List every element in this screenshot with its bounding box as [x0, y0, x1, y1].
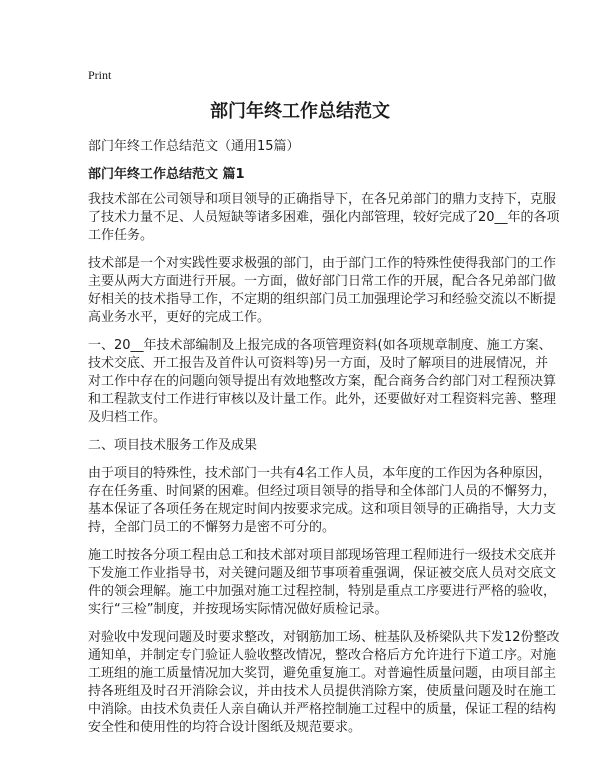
paragraph — [88, 337, 557, 427]
paragraph-line: 工作任务。 — [88, 228, 154, 243]
paragraph-line: 施工时按各分项工程由总工和技术部对项目部现场管理工程师进行一级技术交底并 — [88, 548, 557, 563]
paragraph-line: 通知单，并制定专门验证人验收整改情况，整改合格后方允许进行下道工序。对施 — [88, 648, 557, 663]
paragraph — [88, 465, 557, 537]
paragraph-line: 对工作中存在的问题向领导提出有效地整改方案，配合商务合约部门对工程预决算 — [88, 374, 557, 389]
document-page — [88, 68, 560, 747]
paragraph-line: 好相关的技术指导工作，不定期的组织部门员工加强理论学习和经验交流以不断提 — [88, 292, 557, 307]
paragraph-line: 实行“三检”制度，并按现场实际情况做好质检记录。 — [88, 602, 388, 617]
paragraph-line: 工班组的施工质量情况加大奖罚，避免重复施工。对普遍性质量问题，由项目部主 — [88, 666, 557, 681]
document-body — [88, 191, 560, 737]
paragraph-line: 高业务水平，更好的完成工作。 — [88, 310, 271, 325]
paragraph-line: 基本保证了各项任务在规定时间内按要求完成。这和项目领导的正确指导，大力支 — [88, 502, 557, 517]
paragraph-line: 对验收中发现问题及时要求整改，对钢筋加工场、桩基队及桥梁队共下发12份整改 — [88, 630, 560, 645]
paragraph-line: 二、项目技术服务工作及成果 — [88, 438, 258, 453]
paragraph-line: 下发施工作业指导书，对关键问题及细节事项着重强调，保证被交底人员对交底文 — [88, 566, 557, 581]
document-subtitle: 部门年终工作总结范文（通用15篇） — [88, 139, 300, 154]
paragraph-line: 和工程款支付工作进行审核以及计量工作。此外，还要做好对工程资料完善、整理 — [88, 392, 557, 407]
paragraph — [88, 255, 557, 327]
paragraph-line: 及归档工作。 — [88, 410, 167, 425]
paragraph-line: 我技术部在公司领导和项目领导的正确指导下，在各兄弟部门的鼎力支持下，克服 — [88, 192, 557, 207]
paragraph-line: 技术部是一个对实践性要求极强的部门，由于部门工作的特殊性使得我部门的工作 — [88, 256, 557, 271]
paragraph-line: 技术交底、开工报告及首件认可资料等)另一方面，及时了解项目的进展情况，并 — [88, 356, 549, 371]
paragraph-line: 件的领会理解。施工中加强对施工过程控制，特别是重点工序要进行严格的验收， — [88, 584, 557, 599]
paragraph-line: 持，全部门员工的不懈努力是密不可分的。 — [88, 520, 336, 535]
paragraph — [88, 547, 557, 619]
paragraph-line: 主要从两大方面进行开展。一方面，做好部门日常工作的开展，配合各兄弟部门做 — [88, 274, 557, 289]
print-link[interactable]: Print — [88, 68, 112, 82]
document-title: 部门年终工作总结范文 — [210, 101, 390, 122]
paragraph-line: 了技术力量不足、人员短缺等诸多困难，强化内部管理，较好完成了20__年的各项 — [88, 210, 560, 225]
paragraph-line: 安全性和使用性的均符合设计图纸及规范要求。 — [88, 720, 362, 735]
section-heading: 部门年终工作总结范文 篇1 — [88, 167, 245, 182]
paragraph — [88, 191, 560, 245]
paragraph-line: 由于项目的特殊性，技术部门一共有4名工作人员，本年度的工作因为各种原因， — [88, 466, 552, 481]
paragraph — [88, 437, 528, 455]
paragraph-line: 持各班组及时召开消除会议，并由技术人员提供消除方案，使质量问题及时在施工 — [88, 684, 557, 699]
paragraph-line: 一、20__年技术部编制及上报完成的各项管理资料(如各项规章制度、施工方案、 — [88, 338, 552, 353]
paragraph-line: 存在任务重、时间紧的困难。但经过项目领导的指导和全体部门人员的不懈努力， — [88, 484, 557, 499]
paragraph-line: 中消除。由技术负责任人亲自确认并严格控制施工过程中的质量，保证工程的结构 — [88, 702, 557, 717]
paragraph — [88, 629, 560, 737]
